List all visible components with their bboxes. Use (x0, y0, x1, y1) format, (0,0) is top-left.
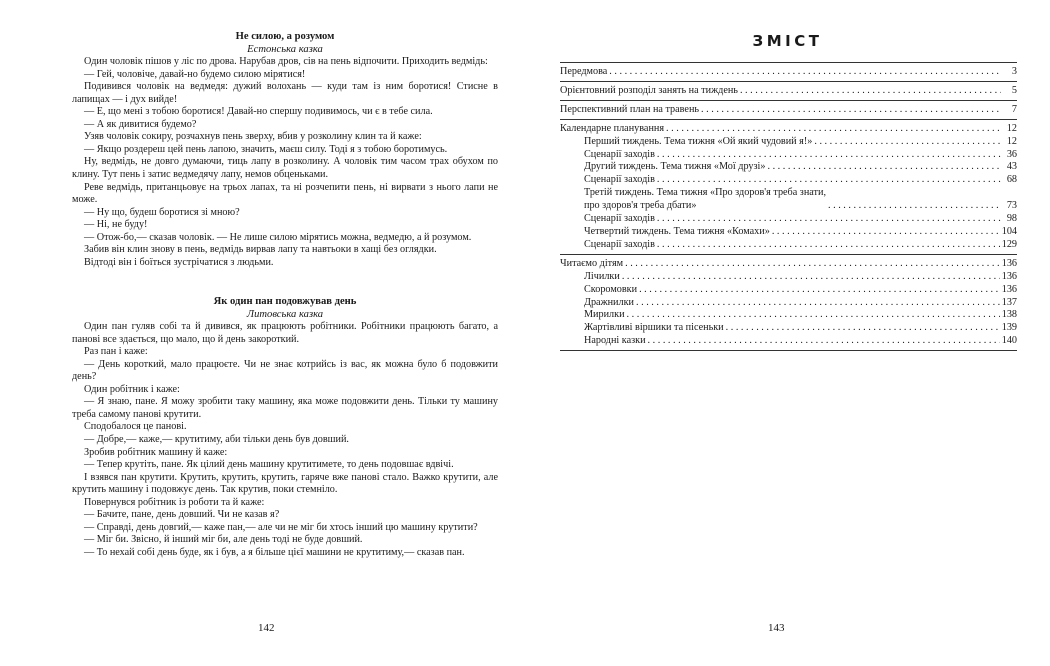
paragraph: Узяв чоловік сокиру, розчахнув пень зверху, вбив у розколину клин та й каже: (84, 131, 422, 143)
toc-subentry (560, 239, 1017, 252)
page-number: 142 (258, 622, 275, 634)
paragraph: Відтоді він і боїться зустрічатися з людьми. (84, 256, 274, 268)
toc-section (560, 254, 1017, 351)
paragraph: Один пан гуляв собі та й дивився, як працюють робітники. Робітники працюють багато, а панові все здається, що мало, що й день закороткий. (72, 321, 498, 345)
dot-leader (625, 258, 1000, 271)
toc-subentry (560, 271, 1017, 284)
toc-page-number: 68 (1006, 174, 1017, 186)
paragraph: — Отож-бо,— сказав чоловік. — Не лише силою мірятись можна, ведмедю, а й розумом. (84, 231, 472, 243)
dot-leader (726, 322, 1000, 335)
toc-entry-label-line: про здоров'я треба дбати» (584, 200, 697, 212)
toc-title: ЗМІСТ (752, 32, 823, 50)
paragraph: — Якщо роздереш цей пень лапою, значить, маєш силу. Тоді я з тобою боротимусь. (84, 143, 448, 155)
paragraph: І взявся пан крутити. Крутить, крутить, крутить, гаряче вже панові стало. Важко крутити, але крутить машину і подовжує день. Так крутив, поки стемніло. (72, 471, 498, 496)
toc-subentry (560, 297, 1017, 310)
dot-leader (657, 213, 1001, 226)
toc-page-number: 43 (1006, 161, 1017, 173)
toc-entry-label: Передмова (560, 66, 608, 77)
toc-page-number: 3 (1011, 66, 1017, 77)
paragraph: — Ні, не буду! (84, 219, 148, 231)
dot-leader (609, 66, 1001, 79)
dot-leader (657, 174, 1001, 187)
toc-entry-label: Мирилки (584, 309, 625, 321)
toc-entry-label: Календарне планування (560, 122, 665, 134)
toc-entry-label: Перший тиждень. Тема тижня «Ой який чудовий я!» (584, 135, 813, 147)
paragraph: Зробив робітник машину й каже: (84, 446, 228, 458)
toc-page-number: 104 (1001, 225, 1017, 237)
paragraph: Подивився чоловік на ведмедя: дужий волохань — куди там із ним боротися! Стисне в лапищах — і дух вийде! (72, 81, 498, 105)
paragraph: — Гей, чоловіче, давай-но будемо силою мірятися! (84, 68, 306, 80)
page-number: 143 (768, 622, 785, 634)
toc-entry (560, 258, 1017, 271)
toc-subentry (560, 174, 1017, 187)
dot-leader (648, 335, 1000, 348)
paragraph: Один чоловік пішов у ліс по дрова. Нарубав дров, сів на пень відпочити. Приходить ведмідь: (84, 56, 488, 68)
toc-section (560, 100, 1017, 119)
toc-subentry (560, 187, 1017, 213)
toc-subentry (560, 335, 1017, 348)
toc-entry-label: Дражнилки (584, 296, 634, 308)
story-1 (72, 31, 498, 269)
toc-entry (560, 104, 1017, 117)
toc-subentry (560, 161, 1017, 174)
toc-page-number: 7 (1011, 103, 1017, 115)
toc-entry (560, 85, 1017, 98)
dot-leader (701, 104, 1001, 117)
toc-page-number: 73 (1006, 200, 1017, 212)
dot-leader (767, 161, 1001, 174)
toc-entry-label: Четвертий тиждень. Тема тижня «Комахи» (584, 225, 770, 237)
toc-entry (560, 66, 1017, 79)
dot-leader (666, 123, 1001, 136)
paragraph: — Міг би. Звісно, й інший міг би, але день тоді не буде довший. (84, 534, 363, 546)
story-text (72, 56, 498, 269)
paragraph: Один робітник і каже: (84, 383, 180, 395)
paragraph: Сподобалося це панові. (84, 421, 187, 433)
paragraph: Раз пан і каже: (84, 346, 148, 358)
story-subtitle: Естонська казка (247, 43, 323, 55)
toc-subentry (560, 309, 1017, 322)
toc-entry-label: Другий тиждень. Тема тижня «Мої друзі» (584, 161, 766, 173)
paragraph: — Ну що, будеш боротися зі мною? (84, 206, 240, 218)
toc-entry-label: Читаємо дітям (560, 257, 624, 269)
story-text (72, 321, 498, 559)
toc-page-number: 36 (1006, 148, 1017, 160)
paragraph: — То нехай собі день буде, як і був, а я більше цієї машини не крутитиму,— сказав пан. (84, 546, 465, 558)
toc-page-number: 136 (1001, 283, 1017, 295)
toc-page-number: 12 (1006, 135, 1017, 147)
toc-entry-label: Сценарії заходів (584, 238, 655, 250)
story-subtitle: Литовська казка (246, 308, 324, 320)
toc-entry-label (584, 187, 826, 213)
dot-leader (740, 85, 1001, 98)
toc-page-number: 139 (1001, 322, 1017, 334)
dot-leader (657, 239, 1000, 252)
toc-page-number: 12 (1006, 122, 1017, 134)
paragraph: Ну, ведмідь, не довго думаючи, тиць лапу в розколину. А чоловік тим часом трах обухом по клину. Тут пень і затис ведмедячу лапу, немов обценьками. (72, 156, 498, 181)
paragraph: Реве ведмідь, пританцьовує на трьох лапах, та ні розчепити пень, ні вирвати з нього лапи не може. (72, 181, 498, 206)
dot-leader (622, 271, 1000, 284)
toc-entry-label-line: Третій тиждень. Тема тижня «Про здоров'я треба знати, (584, 187, 826, 199)
dot-leader (636, 297, 1000, 310)
paragraph: — Е, що мені з тобою боротися! Давай-но спершу подивимось, чи є в тебе сила. (84, 106, 433, 118)
toc-subentry (560, 284, 1017, 297)
story-title: Не силою, а розумом (235, 31, 335, 42)
toc-subentry (560, 226, 1017, 239)
table-of-contents (560, 62, 1017, 351)
toc-entry-label: Сценарії заходів (584, 174, 655, 186)
toc-entry-label: Сценарії заходів (584, 213, 655, 225)
paragraph: Повернувся робітник із роботи та й каже: (84, 496, 265, 508)
toc-entry (560, 123, 1017, 136)
toc-section (560, 119, 1017, 254)
toc-page-number: 140 (1001, 335, 1017, 347)
right-page (525, 0, 1050, 666)
toc-entry-label: Сценарії заходів (584, 148, 655, 160)
story-title: Як один пан подовжував день (213, 296, 357, 307)
paragraph: — Справді, день довгий,— каже пан,— але чи не міг би хтось інший цю машину крутити? (84, 521, 478, 533)
toc-page-number: 137 (1001, 296, 1017, 308)
dot-leader (814, 136, 1001, 149)
toc-subentry (560, 136, 1017, 149)
dot-leader (772, 226, 1000, 239)
paragraph: — День короткий, мало працюєте. Чи не знає котрийсь із вас, як можна було б подовжити день? (72, 358, 498, 383)
toc-page-number: 136 (1001, 270, 1017, 282)
toc-entry-label: Жартівливі віршики та пісеньки (584, 322, 724, 334)
dot-leader (639, 284, 1000, 297)
paragraph: Забив він клин знову в пень, ведмідь вирвав лапу та навтьоки в хащі без оглядки. (84, 244, 437, 256)
toc-entry-label: Орієнтовний розподіл занять на тиждень (560, 84, 738, 96)
toc-subentry (560, 213, 1017, 226)
story-2 (72, 296, 498, 559)
toc-subentry (560, 149, 1017, 162)
toc-page-number: 98 (1006, 213, 1017, 225)
paragraph: — Добре,— каже,— крутитиму, аби тільки день був довший. (84, 434, 349, 446)
dot-leader (657, 149, 1001, 162)
toc-entry-label: Народні казки (584, 335, 646, 347)
toc-subentry (560, 322, 1017, 335)
dot-leader (627, 309, 1000, 322)
dot-leader (828, 200, 1001, 213)
toc-page-number: 129 (1001, 238, 1017, 250)
toc-entry-label: Перспективний план на травень (560, 103, 700, 115)
paragraph: — Я знаю, пане. Я можу зробити таку машину, яка може подовжити день. Тільки ту машину треба самому панові крутити. (72, 396, 498, 420)
toc-page-number: 138 (1001, 309, 1017, 321)
paragraph: — А як дивитися будемо? (84, 118, 197, 130)
toc-section (560, 81, 1017, 100)
toc-entry-label: Скоромовки (584, 283, 638, 295)
toc-page-number: 136 (1001, 257, 1017, 269)
toc-page-number: 5 (1011, 84, 1017, 96)
paragraph: — Бачите, пане, день довший. Чи не казав я? (84, 509, 280, 521)
paragraph: — Тепер крутіть, пане. Як цілий день машину крутитимете, то день подовшає вдвічі. (84, 459, 454, 471)
toc-entry-label: Лічилки (584, 270, 620, 282)
toc-section (560, 62, 1017, 81)
